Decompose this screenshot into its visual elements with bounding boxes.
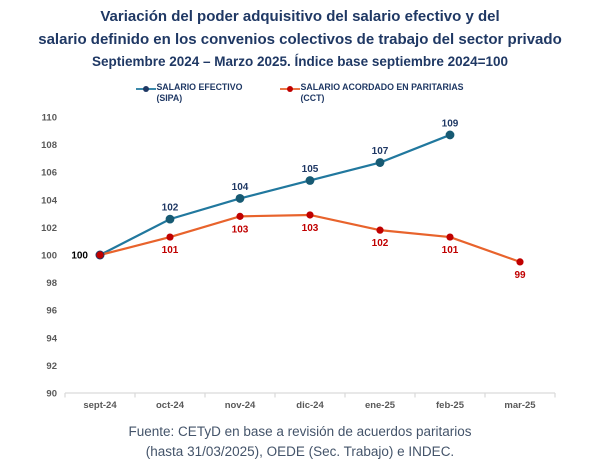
data-label: 107 [371, 146, 389, 158]
data-point [166, 233, 173, 240]
chart-canvas [0, 106, 600, 418]
data-point [306, 211, 313, 218]
chart-title-line1: Variación del poder adquisitivo del salario efectivo y del [100, 8, 500, 25]
data-label: 101 [441, 245, 459, 257]
data-label: 105 [301, 163, 319, 175]
line-dot-marker-icon [280, 84, 300, 94]
data-label: 102 [371, 238, 389, 250]
data-point [446, 131, 455, 140]
legend-sublabel: (CCT) [300, 93, 325, 103]
data-point [166, 215, 175, 224]
source-note-line2: (hasta 31/03/2025), OEDE (Sec. Trabajo) e INDEC. [145, 444, 455, 459]
data-point [236, 213, 243, 220]
chart-title-line2: salario definido en los convenios colectivos de trabajo del sector privado [38, 31, 562, 48]
data-point [376, 158, 385, 167]
x-tick-label: mar-25 [504, 400, 536, 411]
legend-label: SALARIO ACORDADO EN PARITARIAS [300, 82, 464, 92]
chart-legend [0, 82, 600, 104]
x-tick-label: nov-24 [224, 400, 256, 411]
data-label: 101 [161, 245, 179, 257]
source-note [0, 422, 600, 462]
y-tick-label: 98 [46, 278, 57, 290]
y-tick-label: 108 [41, 140, 57, 152]
y-tick-label: 100 [41, 250, 57, 262]
y-tick-label: 104 [41, 195, 57, 207]
data-label: 99 [514, 269, 526, 281]
x-tick-label: dic-24 [296, 400, 324, 411]
series-line [100, 135, 450, 255]
data-label: 104 [231, 181, 249, 193]
data-label: 103 [231, 224, 249, 236]
data-point [236, 194, 245, 203]
legend-item-salario-acordado [280, 82, 463, 104]
legend-sublabel: (SIPA) [156, 93, 183, 103]
x-tick-label: oct-24 [156, 400, 184, 411]
y-tick-label: 92 [46, 360, 57, 372]
x-tick-label: sept-24 [83, 400, 117, 411]
data-point [446, 233, 453, 240]
chart-title [0, 5, 600, 51]
data-label: 103 [301, 222, 319, 234]
source-note-line1: Fuente: CETyD en base a revisión de acuerdos paritarios [128, 424, 472, 439]
y-tick-label: 102 [41, 222, 57, 234]
legend-item-salario-efectivo [136, 82, 242, 104]
data-label: 109 [441, 118, 459, 130]
chart-subtitle: Septiembre 2024 – Marzo 2025. Índice base septiembre 2024=100 [91, 54, 509, 69]
data-label: 102 [161, 202, 179, 214]
data-point [306, 176, 315, 185]
y-tick-label: 96 [46, 305, 57, 317]
y-tick-label: 110 [41, 112, 57, 124]
data-point [516, 258, 523, 265]
data-label-shared: 100 [71, 250, 88, 262]
y-tick-label: 90 [46, 388, 57, 400]
x-tick-label: ene-25 [364, 400, 396, 411]
data-point [96, 251, 103, 258]
x-tick-label: feb-25 [436, 400, 464, 411]
y-tick-label: 94 [46, 333, 57, 345]
legend-label: SALARIO EFECTIVO [156, 82, 243, 92]
data-point [376, 227, 383, 234]
y-tick-label: 106 [41, 167, 57, 179]
line-dot-marker-icon [136, 84, 156, 94]
